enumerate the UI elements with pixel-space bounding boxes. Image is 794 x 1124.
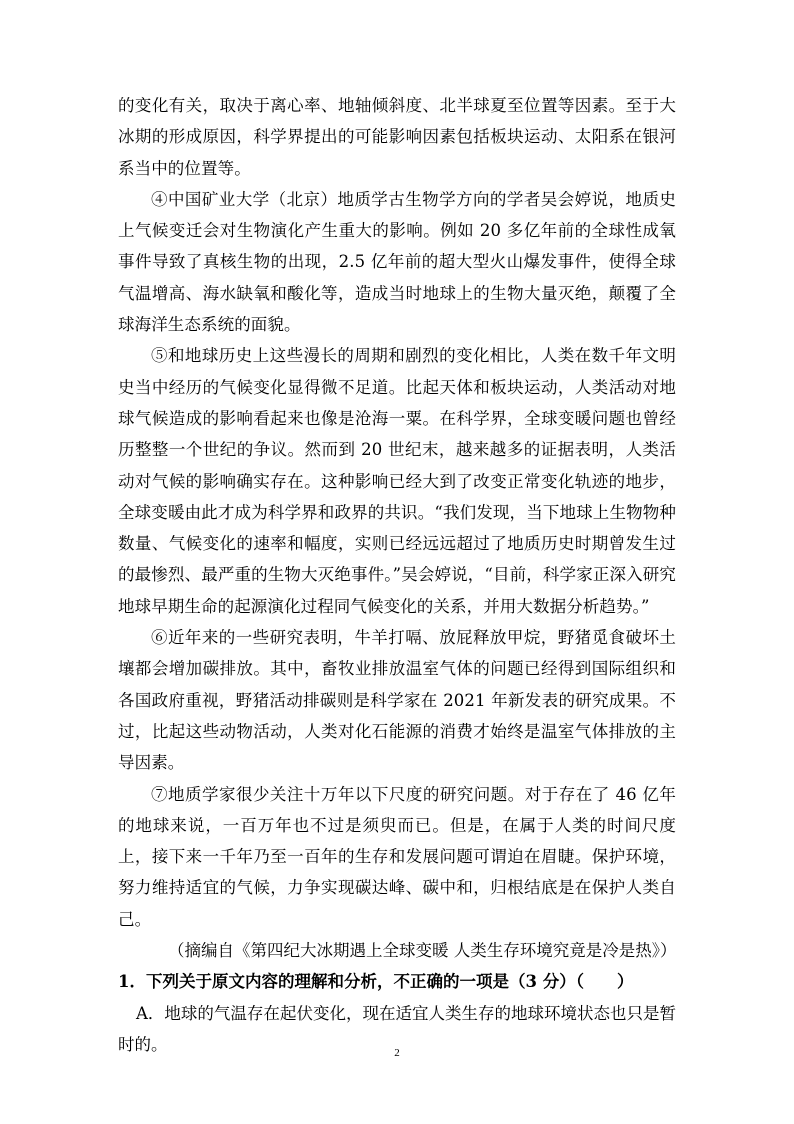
article-body [118,90,676,1060]
question-1-stem: 1．下列关于原文内容的理解和分析，不正确的一项是（3 分）（ ） [118,972,634,992]
page-number: 2 [394,1047,400,1059]
paragraph-5: ⑤和地球历史上这些漫长的周期和剧烈的变化相比，人类在数千年文明史当中经历的气候变化显得微不足道。比起天体和板块运动，人类活动对地球气候造成的影响看起来也像是沧海一粟。在科学界，全球变暖问题也曾经历整整一个世纪的争议。然而到 20 世纪末，越来越多的证据表明，人类活动对气候的影响确实存在。这种影响已经大到了改变正常变化轨迹的地步，全球变暖由此才成为科学界和政界的共识。“我们发现，当下地球上生物物种数量、气候变化的速率和幅度，实则已经远远超过了地质历史时期曾发生过的最惨烈、最严重的生物大灭绝事件。”吴会婷说，“目前，科学家正深入研究地球早期生命的起源演化过程同气候变化的关系，并用大数据分析趋势。” [118,346,676,616]
paragraph-7: ⑦地质学家很少关注十万年以下尺度的研究问题。对于存在了 46 亿年的地球来说，一百万年也不过是须臾而已。但是，在属于人类的时间尺度上，接下来一千年乃至一百年的生存和发展问题可谓迫在眉睫。保护环境，努力维持适宜的气候，力争实现碳达峰、碳中和，归根结底是在保护人类自己。 [118,784,676,929]
question-1-option-a: A．地球的气温存在起伏变化，现在适宜人类生存的地球环境状态也只是暂时的。 [118,1003,676,1054]
paragraph-6: ⑥近年来的一些研究表明，牛羊打嗝、放屁释放甲烷，野猪觅食破坏土壤都会增加碳排放。其中，畜牧业排放温室气体的问题已经得到国际组织和各国政府重视，野猪活动排碳则是科学家在 2021 年新发表的研究成果。不过，比起这些动物活动，人类对化石能源的消费才始终是温室气体排放的主导因素。 [118,628,676,773]
source-citation: （摘编自《第四纪大冰期遇上全球变暖 人类生存环境究竟是冷是热》） [168,941,677,961]
paragraph-continued: 的变化有关，取决于离心率、地轴倾斜度、北半球夏至位置等因素。至于大冰期的形成原因，科学界提出的可能影响因素包括板块运动、太阳系在银河系当中的位置等。 [118,96,676,178]
paragraph-4: ④中国矿业大学（北京）地质学古生物学方向的学者吴会婷说，地质史上气候变迁会对生物演化产生重大的影响。例如 20 多亿年前的全球性成氧事件导致了真核生物的出现，2.5 亿年前的超大型火山爆发事件，使得全球气温增高、海水缺氧和酸化等，造成当时地球上的生物大量灭绝，颠覆了全球海洋生态系统的面貌。 [118,189,676,335]
